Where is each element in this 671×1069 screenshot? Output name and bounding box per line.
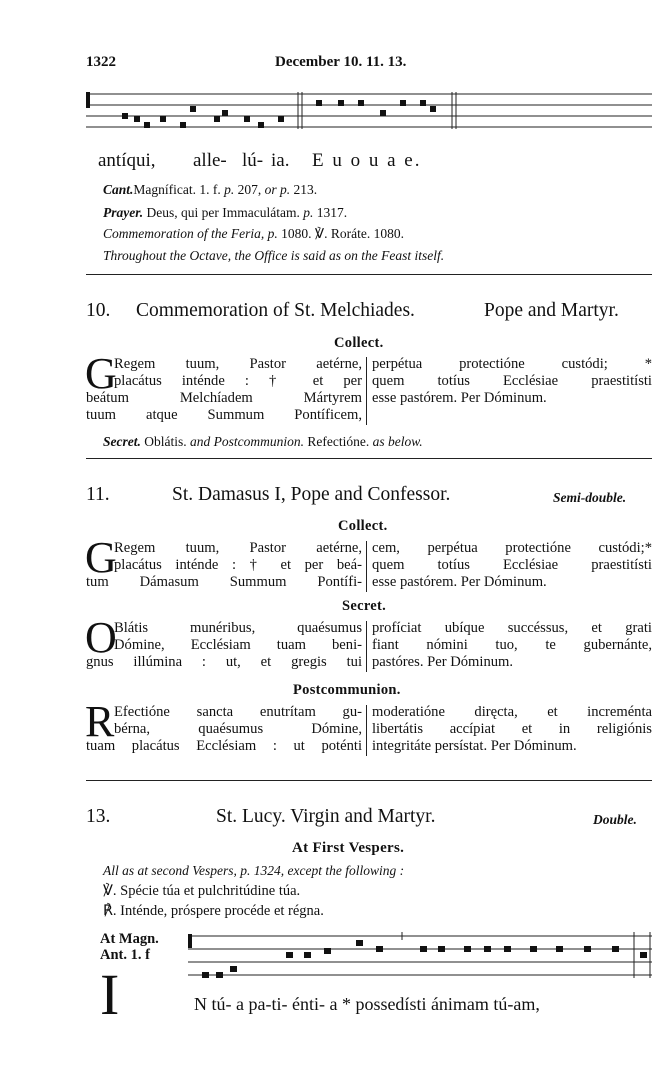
- drop-initial: R: [85, 697, 115, 746]
- commemoration-note: Commemoration of the Feria, p. 1080. ℣. Roráte. 1080.: [103, 226, 404, 241]
- collect-right-column: perpétua protectióne custódi; * quem totíus Ecclésiae praestitísti esse pastórem. Per Dóminum.: [372, 356, 652, 406]
- collect-left-column-cont: tum Dámasum Summum Pontífi-: [86, 574, 362, 590]
- column-rule: [366, 357, 367, 425]
- section-10-rank: Pope and Martyr.: [484, 300, 619, 321]
- octave-rubric: Throughout the Octave, the Office is said as on the Feast itself.: [103, 248, 445, 263]
- antiphon-label: At Magn.: [100, 931, 159, 947]
- page-number: 1322: [86, 54, 116, 70]
- collect-heading: Collect.: [338, 518, 388, 534]
- antiphon-initial: I: [100, 962, 120, 1027]
- vespers-heading: At First Vespers.: [292, 840, 405, 856]
- secret-heading: Secret.: [342, 598, 387, 614]
- vespers-rubric: All as at second Vespers, p. 1324, except the following :: [103, 863, 405, 878]
- postcommunion-left-column-cont: tuam placátus Ecclésiam : ut poténti: [86, 738, 362, 754]
- chant-syllable: ia.: [271, 150, 290, 171]
- secret-postcommunion-note: Secret. Oblátis. and Postcommunion. Refectióne. as below.: [103, 434, 423, 449]
- section-13-number: 13.: [86, 806, 111, 827]
- divider: [86, 274, 652, 275]
- postcommunion-heading: Postcommunion.: [293, 682, 401, 698]
- chant-syllable: alle-: [193, 150, 227, 171]
- antiphon-lyrics: N tú- a pa-ti- énti- a * possedísti ánimam tú-am,: [194, 994, 540, 1014]
- running-title: December 10. 11. 13.: [275, 54, 407, 70]
- column-rule: [366, 705, 367, 756]
- collect-left-column: Regem tuum, Pastor aetérne, placátus inténde : † et per beá-: [114, 540, 362, 573]
- chant-syllable: lú-: [242, 150, 264, 171]
- section-10-number: 10.: [86, 300, 111, 321]
- section-11-rank: Semi-double.: [553, 490, 627, 505]
- versicle: ℣. Spécie túa et pulchritúdine túa.: [103, 883, 301, 899]
- antiphon-mode: Ant. 1. f: [100, 947, 150, 963]
- section-11-title: St. Damasus I, Pope and Confessor.: [172, 484, 451, 505]
- secret-left-column-cont: gnus illúmina : ut, et gregis tui: [86, 654, 362, 670]
- section-11-number: 11.: [86, 484, 110, 505]
- collect-heading: Collect.: [334, 335, 384, 351]
- secret-right-column: profíciat ubíque succéssus, et grati fiant nómini tuo, te gubernánte, pastóres. Per Dóminum.: [372, 620, 652, 670]
- divider: [86, 780, 652, 781]
- section-10-title: Commemoration of St. Melchiades.: [136, 300, 415, 321]
- postcommunion-left-column: Efectióne sancta enutrítam gu- bérna, quaésumus Dómine,: [114, 704, 362, 737]
- column-rule: [366, 541, 367, 592]
- section-13-rank: Double.: [593, 812, 637, 827]
- chant-syllable: antíqui,: [98, 150, 156, 171]
- collect-left-column: Regem tuum, Pastor aetérne, placátus inténde : † et per: [114, 356, 362, 389]
- section-13-title: St. Lucy. Virgin and Martyr.: [216, 806, 436, 827]
- drop-initial: G: [85, 533, 117, 582]
- chant-euouae: E u o u a e.: [312, 150, 422, 171]
- canticle-note: Cant.Magníficat. 1. f. p. 207, or p. 213.: [103, 182, 318, 197]
- prayer-note: Prayer. Deus, qui per Immaculátam. p. 1317.: [103, 205, 348, 220]
- top-music-staff: [84, 88, 654, 140]
- drop-initial: G: [85, 349, 117, 398]
- secret-left-column: Blátis munéribus, quaésumus Dómine, Ecclésiam tuam beni-: [114, 620, 362, 653]
- divider: [86, 458, 652, 459]
- antiphon-music-staff: [184, 928, 654, 988]
- postcommunion-right-column: moderatióne diręcta, et increménta libertátis accípiat et in religiónis integritáte persístat. Per Dóminum.: [372, 704, 652, 754]
- response: ℟. Inténde, próspere procéde et régna.: [103, 903, 324, 919]
- drop-initial: O: [85, 613, 117, 662]
- collect-left-column-cont: beátum Melchíadem Mártyrem tuum atque Summum Pontíficem,: [86, 390, 362, 423]
- collect-right-column: cem, perpétua protectióne custódi;* quem totíus Ecclésiae praestitísti esse pastórem. Per Dóminum.: [372, 540, 652, 590]
- column-rule: [366, 621, 367, 672]
